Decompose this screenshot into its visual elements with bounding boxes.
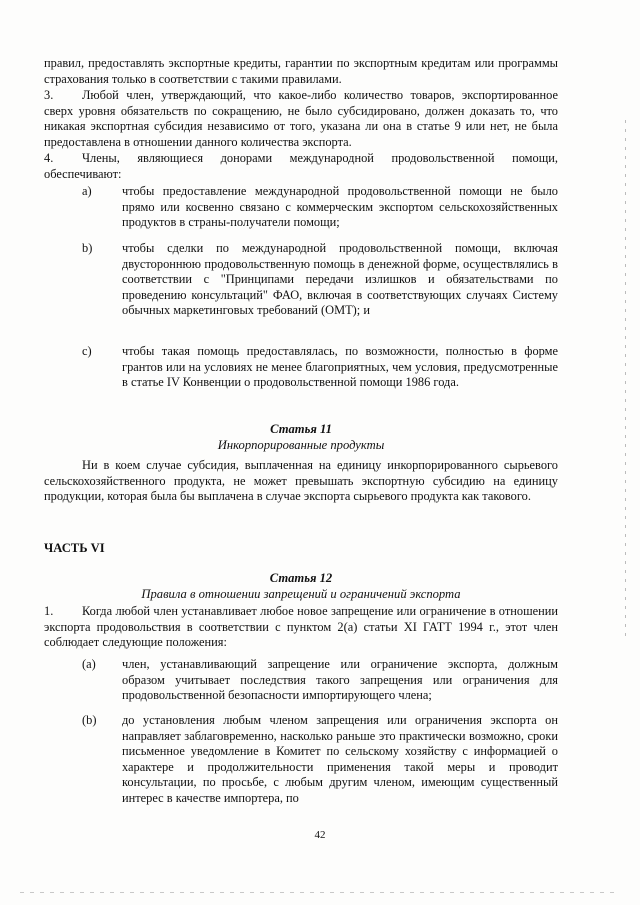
list-item-label: a) xyxy=(82,184,92,198)
paragraph-text: Ни в коем случае субсидия, выплаченная на единицу инкорпорированного сырьевого сельскохозяйственного продукта, не может превышать экспортную субсидию на единицу продукции, которая была бы выплачена в случае экспорта сырьевого продукта как такового. xyxy=(44,458,558,504)
list-item-text: до установления любым членом запрещения или ограничения экспорта он направляет заблаговременно, насколько раньше это практически возможно, сроки письменное уведомление в Комитет по сельскому хозяйству с информацией о характере и продолжительности применения такой меры и проводит консультации, по просьбе, с любым другим членом, имеющим существенный интерес в качестве импортера, по xyxy=(122,713,558,805)
list-item-text: член, устанавливающий запрещение или ограничение экспорта, должным образом учитывает последствия такого запрещения или ограничения для продовольственной безопасности импортирующего члена; xyxy=(122,657,558,703)
list-item-text: чтобы такая помощь предоставлялась, по возможности, полностью в форме грантов или на условиях не менее благоприятных, чем условия, предусмотренные в статье IV Конвенции о продовольственной помощи 1986 года. xyxy=(122,344,558,390)
paragraph-number: 1. xyxy=(44,604,54,618)
paragraph-text: Когда любой член устанавливает любое новое запрещение или ограничение в отношении экспорта продовольствия в соответствии с пунктом 2(а) статьи XI ГАТТ 1994 г., этот член соблюдает следующие положения: xyxy=(44,604,558,650)
article-subtitle: Правила в отношении запрещений и ограничений экспорта xyxy=(141,587,461,601)
article-12-paragraph-1 xyxy=(44,604,558,651)
article-title: Статья 11 xyxy=(270,422,332,436)
paragraph-text: Члены, являющиеся донорами международной продовольственной помощи, обеспечивают: xyxy=(44,151,558,181)
list-item xyxy=(44,344,558,391)
scan-edge-mark xyxy=(625,120,626,640)
list-item-label: b) xyxy=(82,241,93,255)
list-item-text: чтобы предоставление международной продовольственной помощи не было прямо или косвенно связано с коммерческим экспортом сельскохозяйственных продуктов в страны-получатели помощи; xyxy=(122,184,558,230)
list-item xyxy=(44,713,558,807)
article-subtitle: Инкорпорированные продукты xyxy=(217,438,385,452)
page-number: 42 xyxy=(314,829,326,841)
paragraph-text: правил, предоставлять экспортные кредиты, гарантии по экспортным кредитам или программы страхования только в соответствии с такими правилами. xyxy=(44,56,558,86)
paragraph-text: Любой член, утверждающий, что какое-либо количество товаров, экспортированное сверх уровня обязательств по сокращению, не было субсидировано, должен доказать то, что никакая экспортная субсидия независимо от того, указана ли она в статье 9 или нет, не была предоставлена в отношении данного количества экспорта. xyxy=(44,88,558,149)
continuation-paragraph xyxy=(44,56,558,87)
paragraph-4 xyxy=(44,151,558,182)
part-heading: ЧАСТЬ VI xyxy=(44,541,105,555)
paragraph-number: 4. xyxy=(44,151,54,165)
list-item xyxy=(44,184,558,231)
scan-bottom-mark xyxy=(20,892,620,893)
list-item-label: (a) xyxy=(82,657,96,671)
paragraph-3 xyxy=(44,88,558,150)
list-item xyxy=(44,657,558,704)
list-item-text: чтобы сделки по международной продовольственной помощи, включая двустороннюю продовольственную помощь в денежной форме, осуществлялись в соответствии с "Принципами передачи излишков и обязательствами по проведению консультаций" ФАО, включая в соответствующих случаях Систему обычных маркетинговых требований (ОМТ); и xyxy=(122,241,558,318)
list-item-label: c) xyxy=(82,344,92,358)
list-item xyxy=(44,241,558,319)
paragraph-number: 3. xyxy=(44,88,54,102)
article-11-text xyxy=(44,458,558,505)
article-title: Статья 12 xyxy=(269,571,333,585)
list-item-label: (b) xyxy=(82,713,97,727)
